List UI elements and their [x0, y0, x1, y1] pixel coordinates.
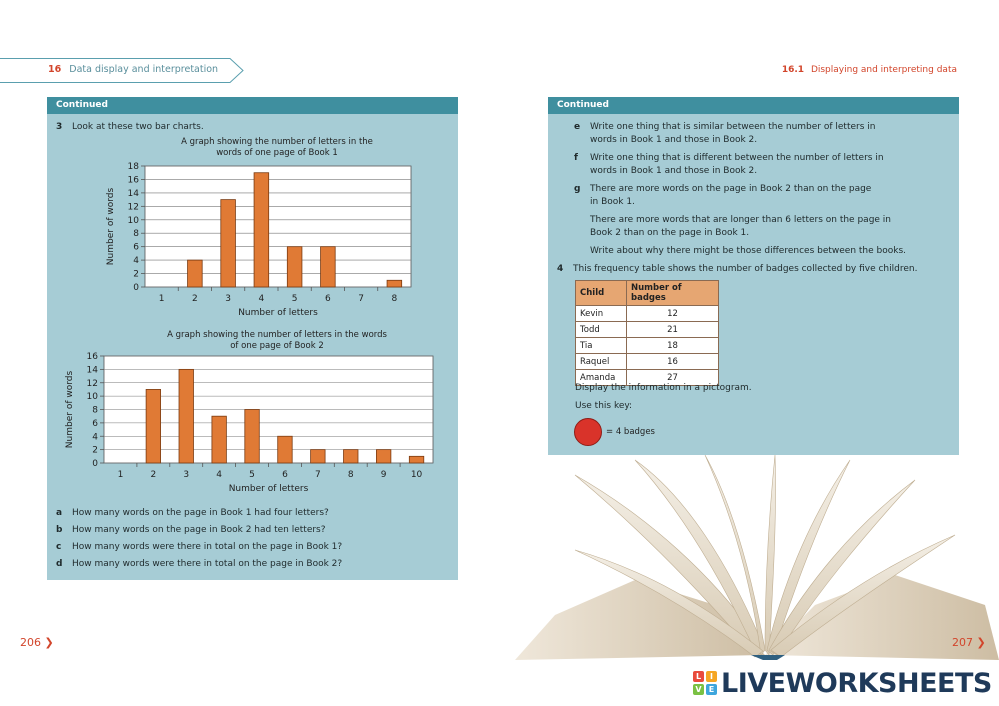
part-g-extra-1	[590, 214, 891, 239]
question-number: 3	[56, 122, 63, 132]
y-tick-label: 6	[92, 418, 98, 429]
bar-chart-book-1	[47, 159, 458, 319]
open-book-image	[515, 455, 999, 660]
bar	[376, 450, 390, 463]
x-tick-label: 3	[225, 294, 231, 304]
y-tick-label: 4	[92, 432, 98, 443]
y-tick-label: 0	[92, 459, 98, 469]
part-line: Write about why there might be those differences between the books.	[590, 246, 907, 256]
x-tick-label: 8	[391, 294, 398, 304]
x-tick-label: 9	[380, 470, 387, 480]
display-instruction: Display the information in a pictogram.	[575, 383, 752, 393]
part-line: Book 2 than on the page in Book 1.	[590, 227, 750, 238]
part-text	[590, 152, 884, 177]
logo-letter: L	[693, 671, 704, 682]
bar	[387, 280, 402, 287]
x-tick-label: 3	[183, 470, 190, 480]
y-tick-label: 12	[127, 202, 139, 213]
part-line: Write one thing that is different between the number of letters in	[590, 153, 884, 163]
table-cell: 27	[627, 370, 719, 386]
x-tick-label: 1	[117, 470, 124, 480]
bar	[146, 389, 160, 463]
part-line: in Book 1.	[590, 196, 635, 207]
table-row	[576, 338, 719, 354]
y-tick-label: 18	[127, 162, 139, 172]
right-question-panel	[548, 97, 959, 455]
x-tick-label: 8	[347, 470, 354, 480]
y-tick-label: 2	[92, 445, 98, 456]
section-number: 16.1	[781, 65, 805, 75]
part-label: d	[56, 559, 63, 569]
table-cell: Todd	[576, 322, 627, 338]
chapter-number: 16	[48, 64, 62, 75]
chart-2-title-line1: A graph showing the number of letters in the words	[167, 330, 387, 340]
plot-area	[145, 166, 411, 287]
x-tick-label: 5	[291, 294, 298, 304]
y-tick-label: 12	[86, 378, 98, 389]
x-axis-label: Number of letters	[228, 484, 309, 494]
table-row	[576, 306, 719, 322]
part-text	[590, 183, 871, 208]
chart-2-title-line2: of one page of Book 2	[230, 341, 324, 351]
x-tick-label: 4	[258, 294, 265, 304]
table-cell: 21	[627, 322, 719, 338]
x-tick-label: 6	[282, 470, 288, 480]
x-tick-label: 1	[158, 294, 165, 304]
chart-1-title	[147, 137, 407, 159]
key-value: = 4 badges	[606, 427, 655, 437]
y-tick-label: 14	[86, 365, 98, 376]
bar	[179, 369, 193, 463]
y-tick-label: 0	[133, 283, 139, 293]
part-text: How many words were there in total on the page in Book 2?	[72, 559, 343, 569]
left-question-panel	[47, 97, 458, 580]
y-tick-label: 4	[133, 256, 139, 267]
part-text	[590, 121, 875, 146]
bar	[188, 260, 203, 287]
table-cell: Raquel	[576, 354, 627, 370]
chapter-title: Data display and interpretation	[69, 64, 219, 75]
bar	[278, 436, 292, 463]
y-tick-label: 10	[127, 215, 139, 226]
bar	[344, 450, 358, 463]
table-cell: 12	[627, 306, 719, 322]
table-header-row	[576, 281, 719, 306]
badge-key-circle-icon	[574, 418, 602, 446]
part-line: There are more words that are longer than 6 letters on the page in	[590, 215, 892, 225]
bar	[409, 456, 423, 463]
part-label: c	[56, 542, 62, 552]
part-text: How many words on the page in Book 1 had four letters?	[72, 508, 329, 518]
table-cell: 16	[627, 354, 719, 370]
chapter-header	[0, 58, 244, 83]
logo-grid-icon	[693, 671, 717, 695]
part-line: Write one thing that is similar between the number of letters in	[590, 122, 876, 132]
part-label: b	[56, 525, 63, 535]
logo-text: LIVEWORKSHEETS	[721, 667, 992, 699]
x-axis-label: Number of letters	[238, 308, 318, 318]
bar	[311, 450, 325, 463]
y-axis-label: Number of words	[65, 370, 75, 449]
chevron-right-icon: ❯	[976, 636, 986, 649]
bar	[212, 416, 226, 463]
question-text: This frequency table shows the number of badges collected by five children.	[573, 264, 918, 274]
y-tick-label: 2	[133, 269, 139, 280]
bar	[321, 247, 336, 287]
y-tick-label: 6	[133, 242, 139, 253]
part-label: e	[574, 122, 581, 132]
page-number-left	[20, 636, 54, 649]
x-tick-label: 7	[358, 294, 364, 304]
bar	[254, 173, 269, 287]
part-text: How many words on the page in Book 2 had ten letters?	[72, 525, 326, 535]
chart-1-title-line2: words of one page of Book 1	[216, 148, 338, 158]
y-tick-label: 10	[86, 392, 98, 403]
x-tick-label: 2	[192, 294, 198, 304]
y-tick-label: 8	[133, 229, 139, 240]
continued-bar: Continued	[548, 97, 959, 114]
logo-letter: I	[706, 671, 717, 682]
table-cell: Kevin	[576, 306, 627, 322]
x-tick-label: 4	[216, 470, 223, 480]
bar	[221, 200, 236, 287]
bar-chart-book-2	[47, 349, 458, 501]
table-cell: Amanda	[576, 370, 627, 386]
y-tick-label: 16	[127, 175, 139, 186]
part-g-extra-2	[590, 245, 906, 258]
table-row	[576, 322, 719, 338]
logo-letter: E	[706, 684, 717, 695]
x-tick-label: 7	[314, 470, 321, 480]
bar	[287, 247, 302, 287]
section-header	[782, 65, 957, 75]
frequency-table	[575, 280, 719, 386]
key-label: Use this key:	[575, 401, 633, 411]
y-tick-label: 16	[86, 352, 98, 362]
bar	[245, 410, 259, 464]
table-header: Child	[576, 281, 627, 306]
table-cell: 18	[627, 338, 719, 354]
part-label: f	[574, 153, 578, 163]
part-line: words in Book 1 and those in Book 2.	[590, 165, 758, 176]
question-text: Look at these two bar charts.	[72, 122, 204, 132]
x-tick-label: 5	[249, 470, 255, 480]
table-header: Number of badges	[627, 281, 719, 306]
part-line: words in Book 1 and those in Book 2.	[590, 134, 758, 145]
section-title: Displaying and interpreting data	[810, 65, 957, 75]
table-cell: Tia	[576, 338, 627, 354]
part-label: a	[56, 508, 63, 518]
table-row	[576, 354, 719, 370]
y-tick-label: 14	[127, 188, 139, 199]
question-number: 4	[557, 264, 564, 274]
page-number-text: 206	[20, 636, 41, 649]
part-line: There are more words on the page in Book 2 than on the page	[590, 184, 872, 194]
x-tick-label: 6	[325, 294, 331, 304]
chevron-right-icon: ❯	[44, 636, 54, 649]
x-tick-label: 2	[150, 470, 157, 480]
page-number-right	[952, 636, 986, 649]
part-text: How many words were there in total on the page in Book 1?	[72, 542, 343, 552]
page-number-text: 207	[952, 636, 973, 649]
y-tick-label: 8	[92, 405, 98, 416]
chart-1-title-line1: A graph showing the number of letters in the	[181, 137, 373, 147]
y-axis-label: Number of words	[106, 187, 116, 266]
x-tick-label: 10	[410, 470, 423, 480]
logo-letter: V	[693, 684, 704, 695]
part-label: g	[574, 184, 581, 194]
continued-bar: Continued	[47, 97, 458, 114]
liveworksheets-logo[interactable]	[693, 668, 992, 698]
